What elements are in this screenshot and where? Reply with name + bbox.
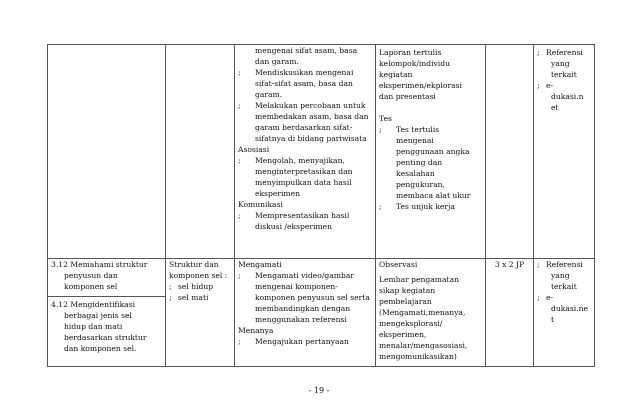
text-line: hidup dan mati — [64, 322, 123, 331]
bullet-text — [255, 67, 372, 100]
bullet-mark: ; — [238, 68, 241, 77]
text-line: Asosiasi — [238, 145, 270, 154]
bullet-text — [255, 155, 372, 199]
text-line: et — [551, 103, 559, 112]
section-heading — [238, 259, 372, 270]
sumber-cell — [534, 45, 595, 259]
section-heading — [238, 325, 372, 336]
text-line: komponen sel : — [169, 271, 228, 280]
syllabus-table — [47, 44, 595, 367]
text-line: Observasi — [379, 260, 418, 269]
section-heading — [238, 199, 372, 210]
text-line: e- — [546, 81, 554, 90]
text-line: Referensi — [546, 260, 583, 269]
spacer — [379, 102, 482, 113]
text-line: sifatnya di bidang pariwisata — [255, 134, 367, 143]
page-number: - 19 - — [308, 386, 330, 395]
text-line: berdasarkan struktur — [64, 333, 147, 342]
reference-item — [537, 292, 591, 325]
text-line: Mengamati video/gambar — [255, 271, 354, 280]
materi-item — [169, 292, 231, 303]
text-line: menalar/mengasosiasi, — [379, 341, 468, 350]
text-line: Struktur dan — [169, 260, 219, 269]
text-line: garam berdasarkan sifat- — [255, 123, 353, 132]
text-line: penggunaan angka — [396, 147, 470, 156]
text-line: komponen sel — [64, 282, 118, 291]
bullet-item — [238, 155, 372, 199]
bullet-mark: ; — [238, 337, 241, 346]
text-line: t — [551, 315, 555, 324]
materi-text: sel mati — [178, 293, 209, 302]
section-heading — [379, 113, 482, 124]
text-line: dan garam. — [255, 57, 299, 66]
section-heading — [238, 144, 372, 155]
text-line: pembelajaran — [379, 297, 432, 306]
text-line: menyimpulkan data hasil — [255, 178, 352, 187]
materi-item — [169, 281, 231, 292]
text-line: mengenai sifat asam, basa — [255, 46, 358, 55]
bullet-text — [546, 80, 591, 113]
text-line: e- — [546, 293, 554, 302]
bullet-mark: ; — [169, 282, 172, 291]
bullet-mark: ; — [537, 260, 540, 269]
table-row — [48, 45, 595, 259]
bullet-mark: ; — [537, 81, 540, 90]
text-line: Menanya — [238, 326, 274, 335]
penilaian-cell — [376, 259, 486, 367]
text-line: garam. — [255, 90, 283, 99]
text-line: membandingkan dengan — [255, 304, 351, 313]
bullet-text — [255, 100, 372, 144]
text-line: Tes tertulis — [396, 125, 440, 134]
bullet-text — [396, 201, 482, 212]
bullet-mark: ; — [238, 101, 241, 110]
text-line: Melakukan percobaan untuk — [255, 101, 366, 110]
bullet-mark: ; — [238, 156, 241, 165]
text-line: menginterpretasikan dan — [255, 167, 353, 176]
text-line: Mengajukan pertanyaan — [255, 337, 349, 346]
text-line: 4.12 Mengidentifikasi — [51, 300, 136, 309]
text-line: kegiatan — [379, 70, 413, 79]
bullet-item — [238, 336, 372, 347]
text-line: 3.12 Memahami struktur — [51, 260, 148, 269]
text-line: penting dan — [396, 158, 443, 167]
bullet-mark: ; — [238, 211, 241, 220]
waktu-cell — [486, 259, 534, 367]
bullet-mark: ; — [379, 202, 382, 211]
text-line: penyusun dan — [64, 271, 118, 280]
text-line: sikap kegiatan — [379, 286, 436, 295]
bullet-text — [255, 210, 372, 232]
bullet-item — [238, 67, 372, 100]
kegiatan-cell — [235, 45, 376, 259]
text-line: mengenai komponen- — [255, 282, 338, 291]
text-line: (Mengamati,menanya, — [379, 308, 466, 317]
bullet-item — [379, 124, 482, 201]
text-line: eksperimen — [255, 189, 300, 198]
text-line: mengenai — [396, 136, 434, 145]
bullet-text — [396, 124, 482, 201]
text-line: dan presentasi — [379, 92, 436, 101]
kd-4-12 — [51, 297, 162, 354]
kd-cell — [48, 259, 166, 367]
bullet-mark: ; — [169, 293, 172, 302]
reference-item — [537, 80, 591, 113]
kegiatan-cell — [235, 259, 376, 367]
text-block — [238, 45, 372, 67]
text-line: terkait — [551, 70, 577, 79]
kd-cell — [48, 45, 166, 259]
text-line: Mengolah, menyajikan, — [255, 156, 345, 165]
materi-title — [169, 259, 231, 281]
text-line: Mengamati — [238, 260, 282, 269]
penilaian-cell — [376, 45, 486, 259]
bullet-mark: ; — [537, 48, 540, 57]
text-line: Mempresentasikan hasil — [255, 211, 350, 220]
text-line: Laporan tertulis — [379, 48, 442, 57]
bullet-text — [546, 292, 591, 325]
text-line: sifat-sifat asam, basa dan — [255, 79, 353, 88]
text-line: terkait — [551, 282, 577, 291]
bullet-text — [546, 47, 591, 80]
table-row — [48, 259, 595, 367]
text-line: yang — [551, 271, 570, 280]
text-line: diskusi /eksperimen — [255, 222, 332, 231]
materi-cell — [166, 45, 235, 259]
text-line: mengeksplorasi/ — [379, 319, 443, 328]
alokasi-waktu: 3 x 2 JP — [494, 260, 525, 269]
section-heading — [379, 47, 482, 102]
text-line: kesalahan — [396, 169, 435, 178]
reference-item — [537, 47, 591, 80]
materi-list — [169, 281, 231, 303]
waktu-cell — [486, 45, 534, 259]
bullet-item — [379, 201, 482, 212]
text-line: membedakan asam, basa dan — [255, 112, 369, 121]
text-line: dukasi.n — [551, 92, 584, 101]
text-line: Lembar pengamatan — [379, 275, 460, 284]
bullet-item — [238, 210, 372, 232]
bullet-item — [238, 100, 372, 144]
text-line: Tes unjuk kerja — [396, 202, 455, 211]
bullet-text — [255, 270, 372, 325]
text-line: Tes — [379, 114, 392, 123]
text-line: Mendiskusikan mengenai — [255, 68, 354, 77]
reference-item — [537, 259, 591, 292]
bullet-mark: ; — [238, 271, 241, 280]
text-line: berbagai jenis sel — [64, 311, 132, 320]
text-line: yang — [551, 59, 570, 68]
kd-3-12 — [48, 259, 165, 297]
materi-text: sel hidup — [178, 282, 214, 291]
text-line: kelompok/individu — [379, 59, 450, 68]
text-line: dan komponen sel. — [64, 344, 137, 353]
text-line: dukasi.ne — [551, 304, 589, 313]
bullet-text — [255, 336, 372, 347]
text-line: mengomunikasikan) — [379, 352, 457, 361]
bullet-mark: ; — [379, 125, 382, 134]
text-line: eksperimen/ekplorasi — [379, 81, 462, 90]
sumber-cell — [534, 259, 595, 367]
text-line: Komunikasi — [238, 200, 283, 209]
bullet-text — [546, 259, 591, 292]
text-line: membaca alat ukur — [396, 191, 471, 200]
text-line: eksperimen, — [379, 330, 427, 339]
text-line: pengukuran, — [396, 180, 445, 189]
text-line: komponen penyusun sel serta — [255, 293, 370, 302]
materi-cell — [166, 259, 235, 367]
text-line: Referensi — [546, 48, 583, 57]
text-line: menggunakan referensi — [255, 315, 347, 324]
bullet-mark: ; — [537, 293, 540, 302]
bullet-item — [238, 270, 372, 325]
